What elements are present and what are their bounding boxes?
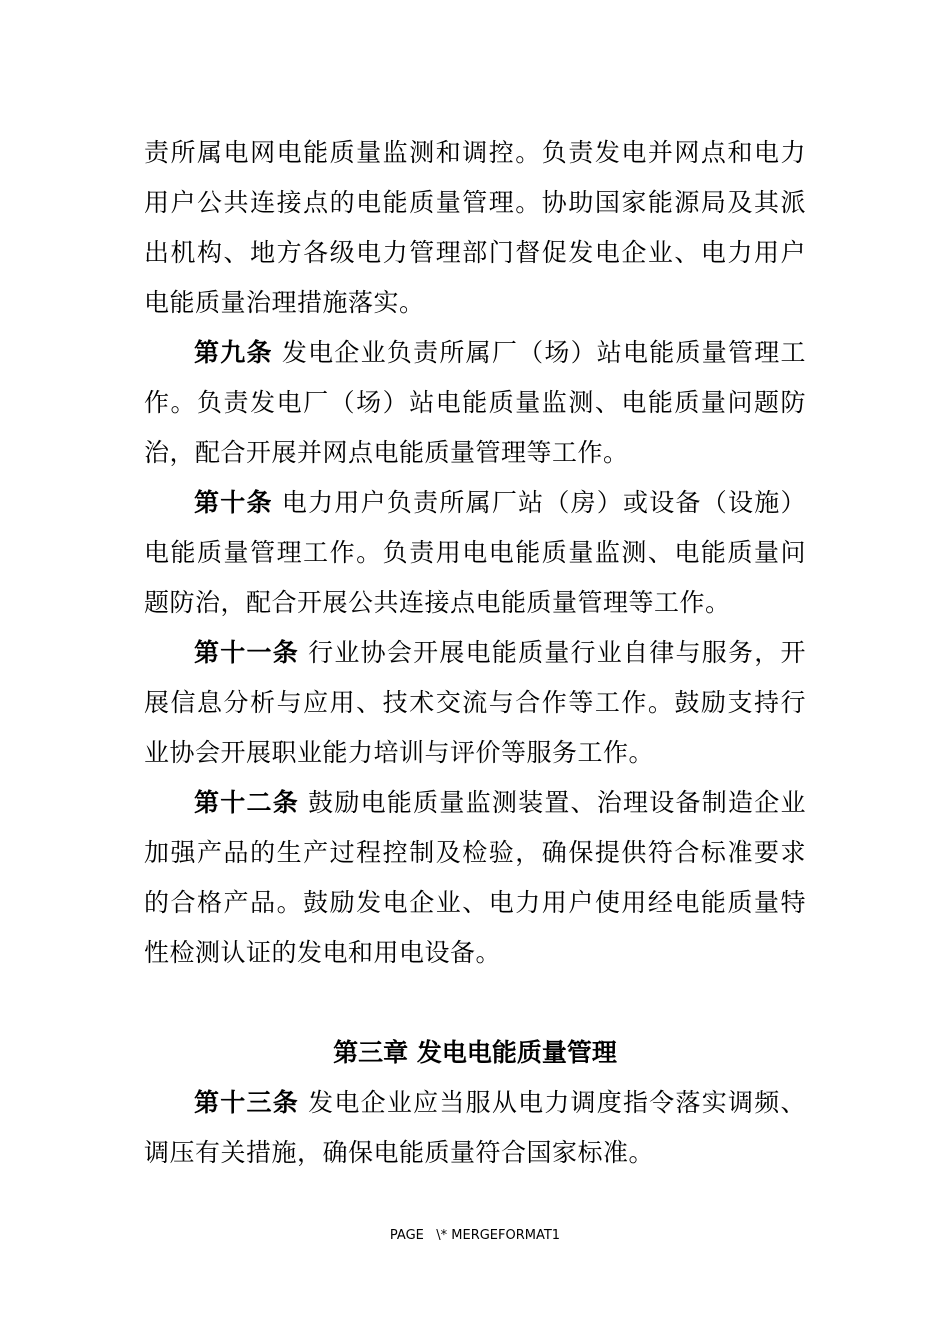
article-13-text: 发电企业应当服从电力调度指令落实调频、调压有关措施，确保电能质量符合国家标准。 bbox=[144, 1088, 806, 1167]
chapter-spacer bbox=[144, 978, 806, 1028]
intro-paragraph: 责所属电网电能质量监测和调控。负责发电并网点和电力用户公共连接点的电能质量管理。协助国家能源局及其派出机构、地方各级电力管理部门督促发电企业、电力用户电能质量治理措施落实。 bbox=[144, 138, 806, 317]
article-13 bbox=[144, 1078, 806, 1178]
article-12-text: 鼓励电能质量监测装置、治理设备制造企业加强产品的生产过程控制及检验，确保提供符合标准要求的合格产品。鼓励发电企业、电力用户使用经电能质量特性检测认证的发电和用电设备。 bbox=[144, 788, 806, 967]
article-9-text: 发电企业负责所属厂（场）站电能质量管理工作。负责发电厂（场）站电能质量监测、电能质量问题防治，配合开展并网点电能质量管理等工作。 bbox=[144, 338, 806, 467]
article-13-label: 第十三条 bbox=[194, 1088, 299, 1117]
document-body bbox=[144, 128, 806, 1178]
article-10-label: 第十条 bbox=[194, 488, 273, 517]
article-10 bbox=[144, 478, 806, 628]
article-12-label: 第十二条 bbox=[194, 788, 299, 817]
article-11-label: 第十一条 bbox=[194, 638, 299, 667]
chapter-title: 第三章 发电电能质量管理 bbox=[333, 1038, 617, 1067]
article-11 bbox=[144, 628, 806, 778]
article-12 bbox=[144, 778, 806, 978]
article-11-text: 行业协会开展电能质量行业自律与服务，开展信息分析与应用、技术交流与合作等工作。鼓励支持行业协会开展职业能力培训与评价等服务工作。 bbox=[144, 638, 806, 767]
page-footer: PAGE \* MERGEFORMAT1 bbox=[389, 1228, 561, 1243]
article-9 bbox=[144, 328, 806, 478]
article-10-text: 电力用户负责所属厂站（房）或设备（设施）电能质量管理工作。负责用电电能质量监测、电能质量问题防治，配合开展公共连接点电能质量管理等工作。 bbox=[144, 488, 806, 617]
article-9-label: 第九条 bbox=[194, 338, 273, 367]
